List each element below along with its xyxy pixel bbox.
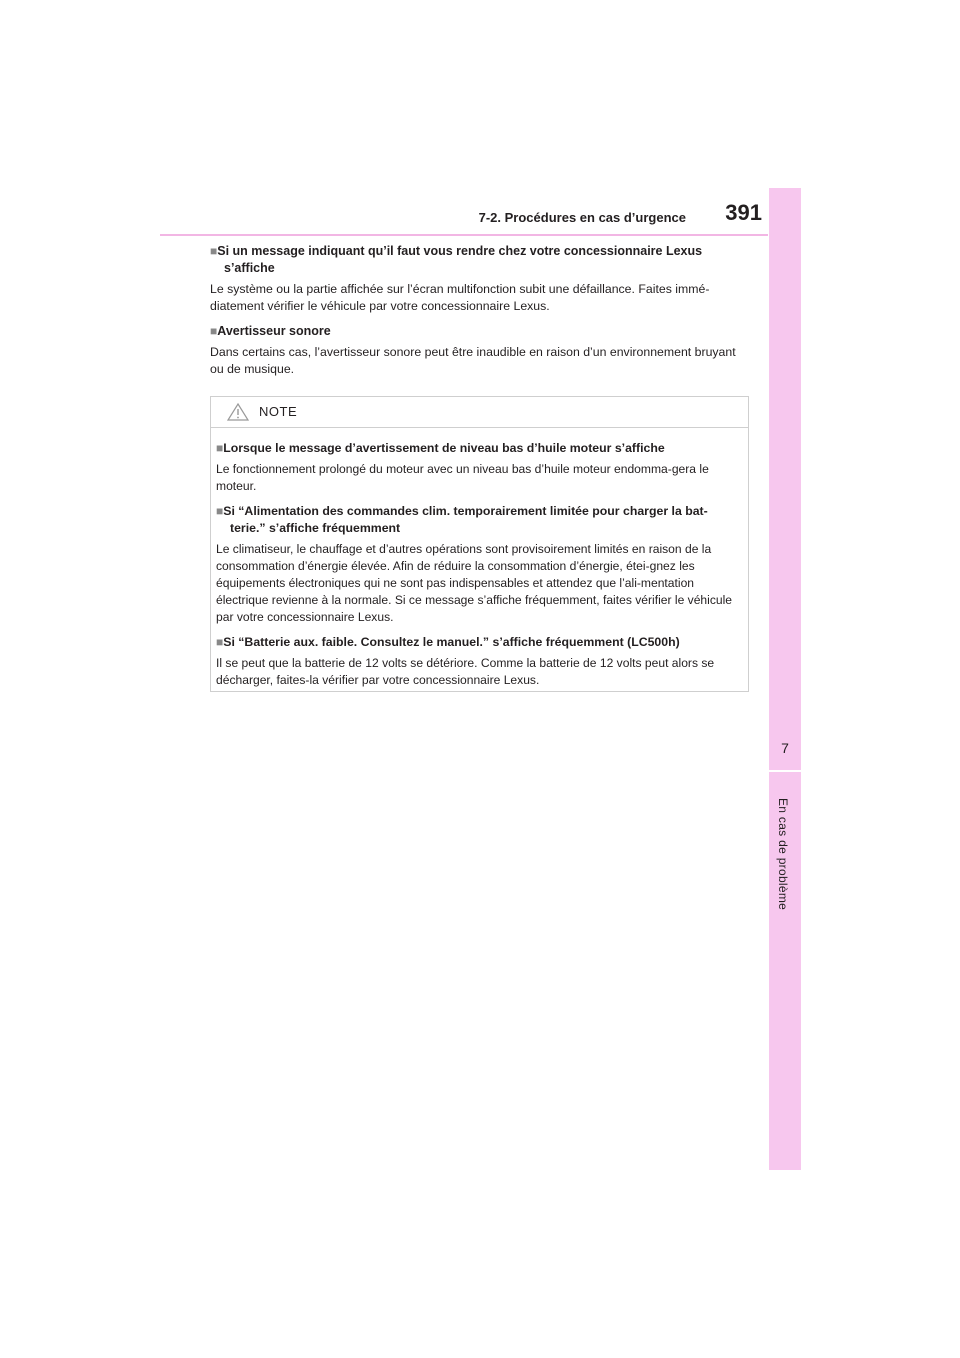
main-content: [210, 243, 750, 378]
note-item-heading: ■Si “Batterie aux. faible. Consultez le manuel.” s’affiche fréquemment (LC500h): [216, 635, 680, 649]
note-header: [211, 397, 748, 428]
chapter-divider: [769, 770, 801, 772]
note-item-text: Il se peut que la batterie de 12 volts se détériore. Comme la batterie de 12 volts peut alors se décharger, faites-la vérifier par votre concessionnaire Lexus.: [216, 656, 715, 687]
page-number: 391: [725, 200, 762, 225]
note-item-heading: ■Si “Alimentation des commandes clim. temporairement limitée pour charger la bat-terie.” s’affiche fréquemment: [216, 504, 708, 535]
chapter-label: En cas de problème: [776, 798, 790, 911]
square-bullet-icon: ■: [210, 324, 218, 338]
chapter-side-tab: [769, 188, 801, 1170]
note-item-text: Le fonctionnement prolongé du moteur avec un niveau bas d’huile moteur endomma-gera le moteur.: [216, 462, 709, 493]
chapter-number: 7: [781, 740, 789, 756]
square-bullet-icon: ■: [216, 635, 224, 649]
square-bullet-icon: ■: [216, 504, 224, 518]
section-text: Le système ou la partie affichée sur l’écran multifonction subit une défaillance. Faites immé-diatement vérifier le véhicule par votre concessionnaire Lexus.: [210, 282, 710, 313]
section-heading: ■Avertisseur sonore: [210, 324, 331, 338]
note-box: [210, 396, 749, 692]
note-title: NOTE: [259, 404, 298, 419]
page-header: [160, 198, 768, 236]
square-bullet-icon: ■: [216, 441, 224, 455]
section-title: 7-2. Procédures en cas d’urgence: [478, 210, 686, 225]
note-item-text: Le climatiseur, le chauffage et d’autres opérations sont provisoirement limités en raison de la consommation d’énergie élevée. Afin de réduire la consommation d’énergie, étei-gnez les équipements électroniques qui ne sont pas indispensables et attendez que l’ali-mentation électrique revienne à la normale. Si ce message s’affiche fréquemment, faites vérifier le véhicule par votre concessionnaire Lexus.: [216, 542, 733, 624]
warning-triangle-icon: [227, 403, 249, 421]
section-text: Dans certains cas, l’avertisseur sonore peut être inaudible en raison d’un environnement bruyant ou de musique.: [210, 345, 736, 376]
section-heading: ■Si un message indiquant qu’il faut vous rendre chez votre concessionnaire Lexus s’affiche: [210, 244, 703, 275]
note-item-heading: ■Lorsque le message d’avertissement de niveau bas d’huile moteur s’affiche: [216, 441, 665, 455]
note-body: [211, 428, 748, 689]
square-bullet-icon: ■: [210, 244, 218, 258]
